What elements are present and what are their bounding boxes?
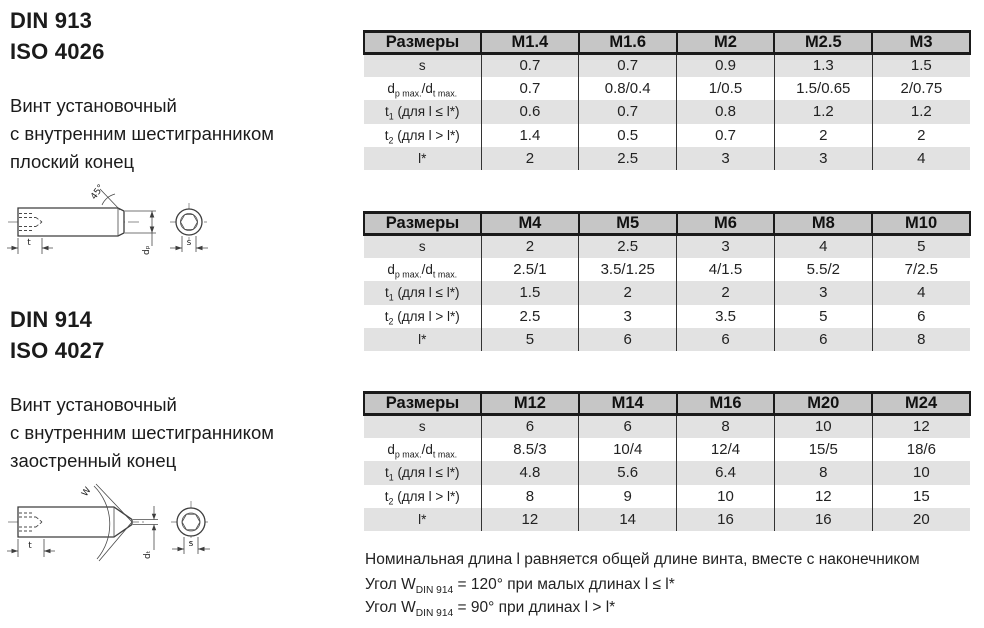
value-cell: 10	[872, 461, 970, 484]
table-row	[364, 147, 970, 170]
value-cell: 9	[579, 485, 677, 508]
value-cell: 0.5	[579, 124, 677, 147]
value-cell: 2/0.75	[872, 77, 970, 100]
value-cell: 6	[481, 415, 579, 438]
value-cell: 1.2	[774, 100, 872, 123]
header-cell-thread-size: M16	[677, 393, 775, 415]
row-label-cell: $t_2$ (для l > l*)	[384, 308, 460, 327]
value-cell: 15/5	[774, 438, 872, 461]
value-cell: 6.4	[677, 461, 775, 484]
value-cell: 5	[481, 328, 579, 351]
header-cell-sizes: Размеры	[364, 213, 481, 235]
header-cell-thread-size: M8	[774, 213, 872, 235]
row-label-cell: s	[418, 58, 426, 74]
standard-name-iso: ISO 4026	[10, 39, 105, 64]
value-cell: 14	[579, 508, 677, 531]
value-cell: 8	[677, 415, 775, 438]
value-cell: 5	[872, 235, 970, 258]
header-cell-thread-size: M3	[872, 32, 970, 54]
value-cell: 2	[481, 235, 579, 258]
flat-point-end-view	[170, 203, 208, 252]
value-cell: 1.2	[872, 100, 970, 123]
table-row	[364, 77, 970, 100]
value-cell: 2.5/1	[481, 258, 579, 281]
header-cell-thread-size: M6	[677, 213, 775, 235]
value-cell: 6	[872, 305, 970, 328]
header-cell-thread-size: M1.6	[579, 32, 677, 54]
table-row	[364, 100, 970, 123]
value-cell: 10	[677, 485, 775, 508]
description-line: Винт установочный	[10, 394, 177, 415]
value-cell: 0.8/0.4	[579, 77, 677, 100]
subscript: t max.	[432, 269, 458, 280]
value-cell: 3	[774, 281, 872, 304]
value-cell: 10	[774, 415, 872, 438]
value-cell: 3	[579, 305, 677, 328]
value-cell: 6	[579, 415, 677, 438]
subscript: 2	[388, 135, 394, 146]
value-cell: 1.5	[481, 281, 579, 304]
header-cell-thread-size: M2	[677, 32, 775, 54]
header-cell-sizes: Размеры	[364, 393, 481, 415]
note-angle-120: Угол $W_{DIN 914} = 120^\circ$ при малых длинах l ≤ l*	[365, 576, 675, 597]
value-cell: 4.8	[481, 461, 579, 484]
value-cell: 1.4	[481, 124, 579, 147]
row-label-cell: $t_2$ (для l > l*)	[384, 488, 460, 507]
subscript: t max.	[432, 88, 458, 99]
header-cell-sizes: Размеры	[364, 32, 481, 54]
value-cell: 0.8	[677, 100, 775, 123]
value-cell: 8	[481, 485, 579, 508]
row-label-cell: $t_2$ (для l > l*)	[384, 127, 460, 146]
subscript: p max.	[394, 449, 422, 460]
value-cell: 12	[774, 485, 872, 508]
value-cell: 0.7	[481, 54, 579, 77]
value-cell: 5.6	[579, 461, 677, 484]
value-cell: 0.7	[677, 124, 775, 147]
table-row	[364, 485, 970, 508]
header-cell-thread-size: M24	[872, 393, 970, 415]
header-cell-thread-size: M2.5	[774, 32, 872, 54]
value-cell: 16	[774, 508, 872, 531]
value-cell: 12	[872, 415, 970, 438]
value-cell: 0.9	[677, 54, 775, 77]
cone-point-screw-drawing	[2, 477, 252, 572]
table-row	[364, 258, 970, 281]
header-cell-thread-size: M1.4	[481, 32, 579, 54]
value-cell: 3	[677, 235, 775, 258]
value-cell: 2	[872, 124, 970, 147]
header-cell-thread-size: M12	[481, 393, 579, 415]
value-cell: 1/0.5	[677, 77, 775, 100]
value-cell: 8	[872, 328, 970, 351]
table-row	[364, 305, 970, 328]
value-cell: 0.6	[481, 100, 579, 123]
subscript: 1	[388, 293, 394, 304]
description-line: Винт установочный	[10, 95, 177, 116]
header-cell-thread-size: M20	[774, 393, 872, 415]
value-cell: 4	[872, 147, 970, 170]
table-row	[364, 124, 970, 147]
table-row	[364, 235, 970, 258]
value-cell: 2	[677, 281, 775, 304]
value-cell: 1.5	[872, 54, 970, 77]
socket-depth-t-label: t	[28, 541, 32, 551]
flat-point-side-view	[7, 183, 156, 255]
value-cell: 4	[872, 281, 970, 304]
description-din913	[10, 92, 274, 176]
value-cell: 2	[774, 124, 872, 147]
standard-block-din914	[10, 304, 105, 366]
note-nominal-length: Номинальная длина l равняется общей длине винта, вместе с наконечником	[365, 551, 920, 568]
diameter-dt-label: dₜ	[143, 550, 153, 559]
value-cell: 3	[677, 147, 775, 170]
subscript: 2	[388, 496, 394, 507]
value-cell: 0.7	[579, 54, 677, 77]
value-cell: 3.5	[677, 305, 775, 328]
table-row	[364, 415, 970, 438]
flat-point-screw-drawing	[2, 182, 252, 267]
row-label-cell: $d_{p max.}/d_{t max.}$	[387, 442, 458, 460]
value-cell: 2	[481, 147, 579, 170]
row-label-cell: $t_1$ (для l ≤ l*)	[385, 465, 460, 484]
standard-block-din913	[10, 5, 105, 67]
table-row	[364, 508, 970, 531]
value-cell: 20	[872, 508, 970, 531]
row-label-cell: s	[418, 419, 426, 435]
standard-name-din: DIN 913	[10, 8, 93, 33]
cone-point-end-view	[171, 501, 211, 554]
header-cell-thread-size: M5	[579, 213, 677, 235]
description-line: с внутренним шестигранником	[10, 422, 274, 443]
description-line: с внутренним шестигранником	[10, 123, 274, 144]
dimensions-table-m4-m10	[363, 211, 971, 351]
dimensions-table-m12-m24	[363, 391, 971, 531]
value-cell: 2.5	[579, 235, 677, 258]
subscript: p max.	[394, 269, 422, 280]
table-header-row	[364, 393, 970, 415]
table-header-row	[364, 32, 970, 54]
value-cell: 8	[774, 461, 872, 484]
row-label-cell: s	[418, 239, 426, 255]
value-cell: 10/4	[579, 438, 677, 461]
hex-size-s-label: s	[186, 238, 192, 248]
value-cell: 15	[872, 485, 970, 508]
value-cell: 7/2.5	[872, 258, 970, 281]
value-cell: 6	[677, 328, 775, 351]
dimensions-table-m1p4-m3	[363, 30, 971, 170]
description-line: плоский конец	[10, 151, 135, 172]
value-cell: 18/6	[872, 438, 970, 461]
value-cell: 4/1.5	[677, 258, 775, 281]
chamfer-angle-label: 45°	[89, 182, 107, 202]
table-row	[364, 438, 970, 461]
value-cell: 2.5	[481, 305, 579, 328]
standard-name-iso: ISO 4027	[10, 338, 105, 363]
row-label-cell: l*	[418, 151, 427, 167]
subscript: DIN 914	[415, 608, 454, 620]
value-cell: 1.3	[774, 54, 872, 77]
header-cell-thread-size: M4	[481, 213, 579, 235]
value-cell: 0.7	[481, 77, 579, 100]
value-cell: 8.5/3	[481, 438, 579, 461]
row-label-cell: l*	[418, 512, 427, 528]
cone-point-side-view	[7, 484, 158, 561]
value-cell: 2	[579, 281, 677, 304]
table-row	[364, 461, 970, 484]
header-cell-thread-size: M14	[579, 393, 677, 415]
table-header-row	[364, 213, 970, 235]
value-cell: 6	[579, 328, 677, 351]
row-label-cell: $t_1$ (для l ≤ l*)	[385, 285, 460, 304]
table-row	[364, 281, 970, 304]
value-cell: 5	[774, 305, 872, 328]
value-cell: 2.5	[579, 147, 677, 170]
value-cell: 12/4	[677, 438, 775, 461]
description-din914	[10, 391, 274, 475]
value-cell: 3	[774, 147, 872, 170]
subscript: 1	[388, 112, 394, 123]
row-label-cell: $t_1$ (для l ≤ l*)	[385, 104, 460, 123]
socket-depth-t-label: t	[27, 238, 31, 248]
row-label-cell: l*	[418, 332, 427, 348]
description-line: заостренный конец	[10, 450, 177, 471]
subscript: t max.	[432, 449, 458, 460]
cone-angle-w-label: W	[80, 485, 94, 499]
row-label-cell: $d_{p max.}/d_{t max.}$	[387, 81, 458, 99]
note-angle-90: Угол $W_{DIN 914} = 90^\circ$ при длинах l > l*	[365, 599, 616, 620]
value-cell: 5.5/2	[774, 258, 872, 281]
subscript: p max.	[394, 88, 422, 99]
value-cell: 16	[677, 508, 775, 531]
value-cell: 0.7	[579, 100, 677, 123]
header-cell-thread-size: M10	[872, 213, 970, 235]
subscript: 2	[388, 316, 394, 327]
row-label-cell: $d_{p max.}/d_{t max.}$	[387, 262, 458, 280]
diameter-dp-label: dₚ	[142, 245, 152, 255]
subscript: DIN 914	[415, 585, 454, 597]
value-cell: 4	[774, 235, 872, 258]
hex-size-s-label: s	[188, 539, 194, 549]
value-cell: 6	[774, 328, 872, 351]
value-cell: 3.5/1.25	[579, 258, 677, 281]
standard-name-din: DIN 914	[10, 307, 93, 332]
value-cell: 12	[481, 508, 579, 531]
subscript: 1	[388, 473, 394, 484]
table-row	[364, 54, 970, 77]
table-row	[364, 328, 970, 351]
value-cell: 1.5/0.65	[774, 77, 872, 100]
